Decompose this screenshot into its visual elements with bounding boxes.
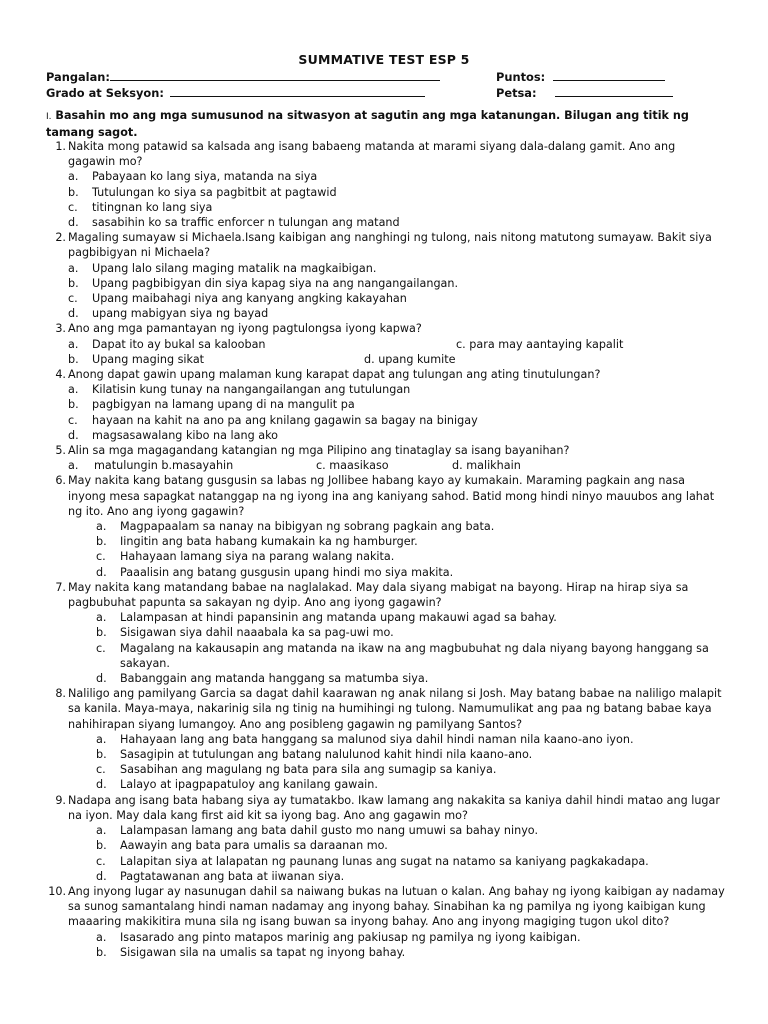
option-letter: a. (96, 611, 107, 625)
option-b[interactable] (68, 534, 726, 549)
option-text: sasabihin ko sa traffic enforcer n tulungan ang matand (92, 216, 400, 230)
option-text: pagbigyan na lamang upang di na mangulit pa (92, 398, 355, 412)
option-c[interactable] (68, 641, 726, 671)
question-number: 4. (55, 368, 66, 382)
question-7 (46, 580, 726, 686)
option-text: upang mabigyan siya ng bayad (92, 307, 269, 321)
option-letter: a. (96, 930, 107, 944)
question-text: Alin sa mga magagandang katangian ng mga Pilipino ang tinataglay sa isang bayanihan? (68, 444, 570, 458)
option-d[interactable] (68, 565, 726, 580)
question-list (46, 139, 726, 960)
option-text: hayaan na kahit na ano pa ang knilang gagawin sa bagay na binigay (92, 413, 478, 427)
option-text: Sasagipin at tutulungan ang batang nalulunod kahit hindi nila kaano-ano. (120, 748, 533, 762)
options (68, 382, 726, 443)
question-text: Ano ang mga pamantayan ng iyong pagtulongsa iyong kapwa? (68, 322, 422, 336)
option-letter: b. (96, 945, 107, 959)
question-3 (46, 321, 726, 367)
option-text: Hahayaan lang ang bata hanggang sa malunod siya dahil hindi naman nila kaano-ano iyon. (120, 732, 634, 746)
options (68, 823, 726, 884)
date-blank[interactable] (555, 85, 673, 97)
option-b[interactable] (68, 945, 726, 960)
question-text: Magaling sumayaw si Michaela.Isang kaibigan ang nanghingi ng tulong, nais nitong matutong sumayaw. Bakit siya pagbibigyan ni Michaela? (68, 231, 712, 260)
question-text: May nakita kang matandang babae na naglalakad. May dala siyang mabigat na bayong. Hirap na hirap siya sa pagbubuhat papunta sa sakayan ng dyip. Ano ang iyong gagawin? (68, 580, 689, 610)
option-a[interactable] (68, 823, 726, 838)
question-number: 1. (55, 140, 66, 153)
option-letter: b. (96, 748, 107, 762)
question-text: Anong dapat gawin upang malaman kung karapat dapat ang tulungan ang ating tinutulungan? (68, 368, 601, 382)
option-text: Sisigawan sila na umalis sa tapat ng inyong bahay. (120, 945, 406, 959)
option-letter: d. (68, 428, 79, 442)
option-letter: b. (68, 276, 79, 290)
option-text: magsasawalang kibo na lang ako (92, 428, 279, 442)
option-text: Upang maibahagi niya ang kanyang angking kakayahan (92, 292, 407, 306)
option-c[interactable] (68, 200, 726, 215)
option-a-letter[interactable]: a. (68, 459, 79, 473)
option-a[interactable] (68, 732, 726, 747)
option-b[interactable] (68, 625, 726, 640)
option-text: Lalayo at ipagpapatuloy ang kanilang gawain. (120, 778, 378, 792)
name-blank[interactable] (110, 69, 440, 81)
option-a[interactable] (68, 519, 726, 534)
question-number: 2. (55, 231, 66, 245)
option-letter: b. (68, 185, 79, 199)
question-4 (46, 367, 726, 443)
option-a[interactable] (68, 169, 726, 184)
option-c[interactable] (68, 413, 726, 428)
option-letter: c. (96, 854, 106, 868)
date-label: Petsa: (496, 86, 537, 100)
options (68, 519, 726, 580)
question-number: 7. (55, 580, 66, 594)
option-d[interactable] (68, 428, 726, 443)
option-text: Hahayaan lamang siya na parang walang nakita. (120, 550, 395, 564)
name-field (46, 69, 440, 84)
grade-section-field (46, 85, 425, 100)
question-9 (46, 793, 726, 884)
option-text: Iingitin ang bata habang kumakain ka ng hamburger. (120, 535, 418, 549)
question-1 (46, 139, 726, 230)
option-letter: b. (96, 839, 107, 853)
option-d[interactable] (68, 306, 726, 321)
option-d[interactable] (68, 215, 726, 230)
option-b[interactable] (68, 185, 726, 200)
question-number: 10. (48, 884, 66, 898)
option-text: Magalang na kakausapin ang matanda na ikaw na ang magbubuhat ng dala niyang bayong hanggang sa sakayan. (120, 641, 709, 670)
option-a[interactable] (68, 610, 726, 625)
option-d[interactable]: d. malikhain (452, 459, 521, 473)
option-text: Isasarado ang pinto matapos marinig ang pakiusap ng pamilya ng iyong kaibigan. (120, 930, 581, 944)
option-c[interactable] (68, 762, 726, 777)
option-letter: c. (96, 641, 106, 655)
option-d[interactable] (68, 777, 726, 792)
option-d[interactable] (68, 869, 726, 884)
question-2 (46, 230, 726, 321)
name-label: Pangalan: (46, 70, 110, 84)
question-text: Naliligo ang pamilyang Garcia sa dagat dahil kaarawan ng anak nilang si Josh. May batang babae na naliligo malapit sa kanila. Maya-maya, nakarinig sila ng tinig na humihingi ng tulong. Namumulikat ang paa ng batang babae kaya nahihirapan siyang lumangoy. Ano ang posibleng gagawin ng pamilyang Santos? (68, 687, 722, 731)
option-letter: b. (68, 398, 79, 412)
options-row (68, 458, 726, 473)
option-d[interactable] (68, 671, 726, 686)
grade-section-blank[interactable] (170, 85, 425, 97)
options (68, 261, 726, 322)
option-letter: a. (96, 732, 107, 746)
option-a-b[interactable]: matulungin b.masayahin (94, 459, 234, 473)
option-text: Pabayaan ko lang siya, matanda na siya (92, 170, 318, 184)
option-letter: c. (68, 413, 78, 427)
option-b[interactable] (68, 838, 726, 853)
option-letter: d. (96, 565, 107, 579)
option-text: Babanggain ang matanda hanggang sa matumba siya. (120, 672, 429, 686)
option-text: Kilatisin kung tunay na nangangailangan ang tutulungan (92, 383, 411, 397)
option-text: Aawayin ang bata para umalis sa daraanan mo. (120, 839, 388, 853)
options (68, 930, 726, 960)
options (68, 732, 726, 793)
option-text: Pagtatawanan ang bata at iiwanan siya. (120, 869, 345, 883)
option-letter: a. (68, 170, 79, 184)
question-6 (46, 473, 726, 579)
option-c[interactable] (68, 291, 726, 306)
option-text: Lalapitan siya at lalapatan ng paunang lunas ang sugat na natamo sa kaniyang pagkakadapa. (120, 854, 649, 868)
question-text: Nakita mong patawid sa kalsada ang isang babaeng matanda at marami siyang dala-dalang gamit. Ano ang gagawin mo? (68, 140, 676, 169)
option-b-text[interactable]: Upang maging sikat (92, 352, 205, 366)
option-c[interactable] (68, 549, 726, 564)
question-number: 9. (55, 793, 66, 807)
score-blank[interactable] (553, 69, 665, 81)
date-field (496, 85, 673, 100)
option-text: Paaalisin ang batang gusgusin upang hindi mo siya makita. (120, 565, 454, 579)
instructions (46, 108, 726, 141)
option-text: Sasabihan ang magulang ng bata para sila ang sumagip sa kaniya. (120, 763, 497, 777)
option-b-letter[interactable]: b. (68, 352, 79, 366)
question-10 (46, 884, 726, 960)
option-b[interactable] (68, 397, 726, 412)
option-b[interactable] (68, 747, 726, 762)
test-title: SUMMATIVE TEST ESP 5 (298, 52, 470, 67)
options-row-1 (68, 337, 726, 352)
question-text: May nakita kang batang gusgusin sa labas ng Jollibee habang kayo ay kumakain. Maraming pagkain ang nasa inyong mesa sapagkat natanggap na ng iyong ina ang kaniyang sahod. Batid mong hindi ninyo mauubos ang lahat ng ito. Ano ang iyong gagawin? (68, 474, 715, 518)
option-letter: d. (96, 869, 107, 883)
option-c[interactable]: c. maasikaso (316, 459, 389, 473)
option-text: Lalampasan lamang ang bata dahil gusto mo nang umuwi sa bahay ninyo. (120, 824, 539, 838)
option-letter: c. (68, 292, 78, 306)
option-text: Upang lalo silang maging matalik na magkaibigan. (92, 261, 377, 275)
option-letter: a. (68, 383, 79, 397)
question-text: Ang inyong lugar ay nasunugan dahil sa naiwang bukas na lutuan o kalan. Ang bahay ng iyong kaibigan ay nadamay sa sunog samantalang hindi naman nadamay ang inyong bahay. Sinabihan ka ng pamilya ng iyong kaibigan kung maaaring makikitira muna sila ng isang buwan sa inyong bahay. Ano ang inyong magiging tugon ukol dito? (68, 884, 725, 929)
option-text: Tutulungan ko siya sa pagbitbit at pagtawid (92, 185, 337, 199)
option-letter: d. (96, 778, 107, 792)
question-8 (46, 686, 726, 792)
option-b[interactable] (68, 276, 726, 291)
options-row-2 (68, 352, 726, 367)
option-d[interactable]: d. upang kumite (364, 352, 456, 366)
option-text: Lalampasan at hindi papansinin ang matanda upang makauwi agad sa bahay. (120, 611, 557, 625)
option-a[interactable] (68, 261, 726, 276)
option-letter: c. (68, 200, 78, 214)
option-c[interactable] (68, 854, 726, 869)
option-letter: c. (96, 763, 106, 777)
options (68, 169, 726, 230)
score-field (496, 69, 665, 84)
option-letter: b. (96, 535, 107, 549)
question-number: 5. (55, 444, 66, 458)
option-letter: c. (96, 550, 106, 564)
option-text: Magpapaalam sa nanay na bibigyan ng sobrang pagkain ang bata. (120, 520, 495, 534)
option-letter: a. (96, 520, 107, 534)
option-text: Upang pagbibigyan din siya kapag siya na ang nangangailangan. (92, 276, 459, 290)
option-a-text[interactable]: Dapat ito ay bukal sa kalooban (92, 337, 266, 351)
question-number: 3. (55, 322, 66, 336)
option-letter: d. (68, 307, 79, 321)
option-c[interactable]: c. para may aantaying kapalit (456, 337, 624, 351)
option-letter: b. (96, 626, 107, 640)
option-letter: a. (68, 261, 79, 275)
option-letter: d. (96, 672, 107, 686)
score-label: Puntos: (496, 70, 546, 84)
option-a[interactable] (68, 382, 726, 397)
question-text: Nadapa ang isang bata habang siya ay tumatakbo. Ikaw lamang ang nakakita sa kaniya dahil hindi matao ang lugar na iyon. May dala kang first aid kit sa iyong bag. Ano ang gagawin mo? (68, 793, 720, 822)
options (68, 610, 726, 686)
question-number: 8. (55, 687, 66, 701)
option-a[interactable] (68, 930, 726, 945)
question-5 (46, 443, 726, 473)
option-a-letter[interactable]: a. (68, 337, 79, 351)
option-letter: d. (68, 216, 79, 230)
grade-section-label: Grado at Seksyon: (46, 86, 164, 100)
option-text: titingnan ko lang siya (92, 200, 213, 214)
option-letter: a. (96, 824, 107, 838)
instruction-text: Basahin mo ang mga sumusunod na sitwasyon at sagutin ang mga katanungan. Bilugan ang titik ng tamang sagot. (46, 109, 689, 139)
question-number: 6. (55, 474, 66, 488)
section-number: I. (46, 112, 52, 122)
option-text: Sisigawan siya dahil naaabala ka sa pag-uwi mo. (120, 626, 394, 640)
